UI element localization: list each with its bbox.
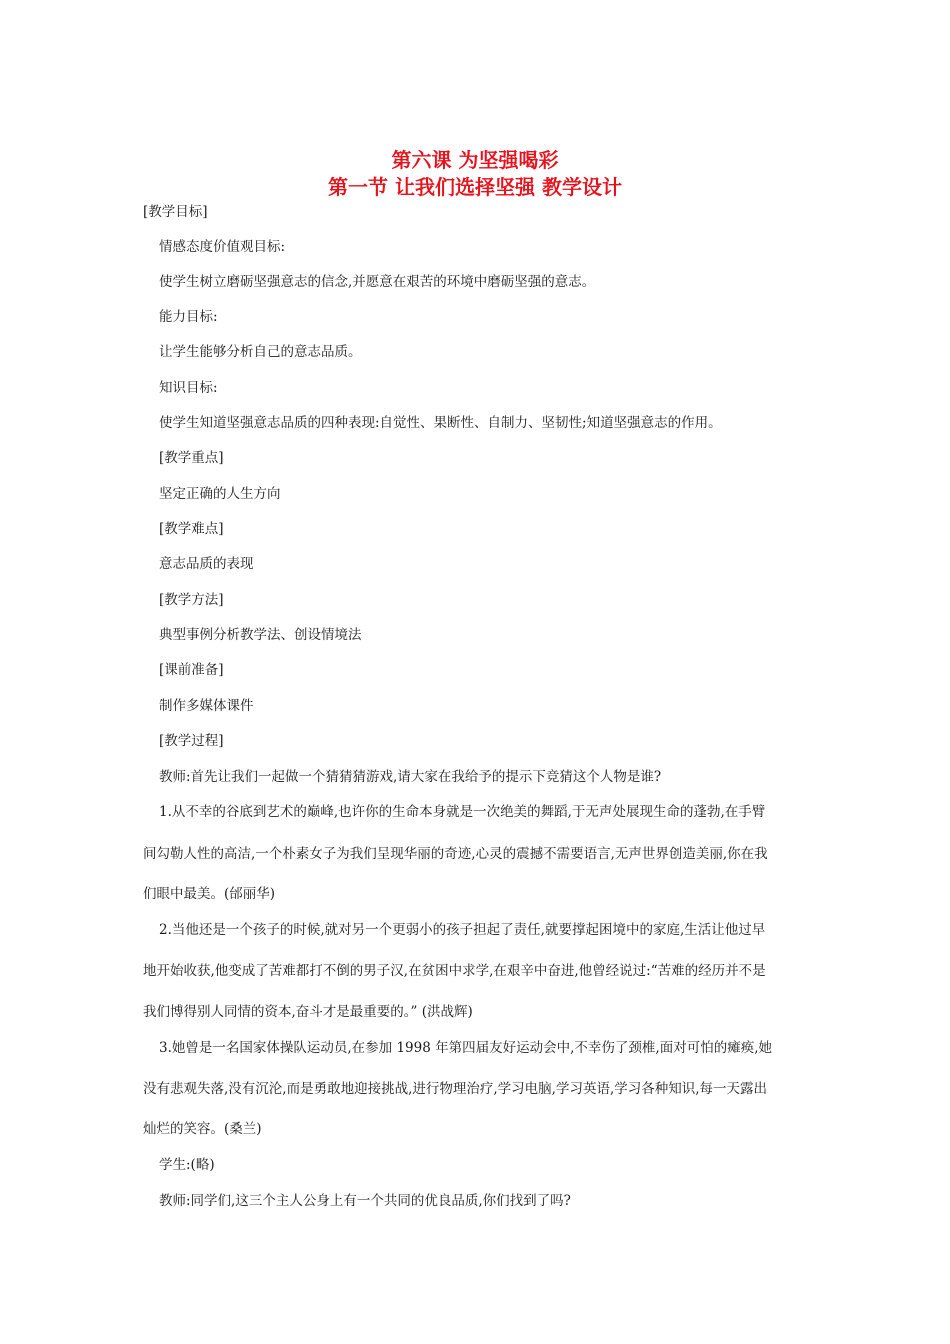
paragraph: 意志品质的表现 (159, 556, 254, 572)
paragraph: 坚定正确的人生方向 (159, 486, 281, 502)
section-heading-preparation: [课前准备] (159, 662, 224, 678)
paragraph: 教师:同学们,这三个主人公身上有一个共同的优良品质,你们找到了吗? (159, 1193, 571, 1209)
paragraph: 能力目标: (159, 309, 218, 325)
paragraph: 们眼中最美。(邰丽华) (143, 886, 276, 902)
document-subtitle: 第一节 让我们选择坚强 教学设计 (328, 175, 622, 199)
paragraph: 使学生知道坚强意志品质的四种表现:自觉性、果断性、自制力、坚韧性;知道坚强意志的作用。 (159, 415, 722, 431)
paragraph: 2.当他还是一个孩子的时候,就对另一个更弱小的孩子担起了责任,就要撑起困境中的家庭,生活让他过早 (159, 922, 766, 938)
section-heading-key-points: [教学重点] (159, 450, 224, 466)
section-heading-objectives: [教学目标] (143, 204, 208, 220)
paragraph: 3.她曾是一名国家体操队运动员,在参加 1998 年第四届友好运动会中,不幸伤了颈椎,面对可怕的瘫痪,她 (159, 1040, 772, 1056)
paragraph: 情感态度价值观目标: (159, 239, 286, 255)
section-heading-process: [教学过程] (159, 733, 224, 749)
document-title: 第六课 为坚强喝彩 (391, 148, 559, 172)
paragraph: 1.从不幸的谷底到艺术的巅峰,也许你的生命本身就是一次绝美的舞蹈,于无声处展现生命的蓬勃,在手臂 (159, 804, 766, 820)
paragraph: 学生:(略) (159, 1157, 215, 1173)
paragraph: 没有悲观失落,没有沉沦,而是勇敢地迎接挑战,进行物理治疗,学习电脑,学习英语,学习各种知识,每一天露出 (143, 1081, 768, 1097)
section-heading-methods: [教学方法] (159, 592, 224, 608)
paragraph: 使学生树立磨砺坚强意志的信念,并愿意在艰苦的环境中磨砺坚强的意志。 (159, 274, 596, 290)
paragraph: 教师:首先让我们一起做一个猜猜猜游戏,请大家在我给予的提示下竞猜这个人物是谁? (159, 769, 662, 785)
paragraph: 让学生能够分析自己的意志品质。 (159, 344, 362, 360)
paragraph: 灿烂的笑容。(桑兰) (143, 1121, 262, 1137)
paragraph: 地开始收获,他变成了苦难都打不倒的男子汉,在贫困中求学,在艰辛中奋进,他曾经说过:“苦难的经历并不是 (143, 963, 766, 979)
paragraph: 我们博得别人同情的资本,奋斗才是最重要的。” (洪战辉) (143, 1004, 473, 1020)
paragraph: 制作多媒体课件 (159, 698, 254, 714)
paragraph: 间勾勒人性的高洁,一个朴素女子为我们呈现华丽的奇迹,心灵的震撼不需要语言,无声世界创造美丽,你在我 (143, 846, 768, 862)
section-heading-difficulties: [教学难点] (159, 521, 224, 537)
paragraph: 知识目标: (159, 380, 218, 396)
paragraph: 典型事例分析教学法、创设情境法 (159, 627, 362, 643)
